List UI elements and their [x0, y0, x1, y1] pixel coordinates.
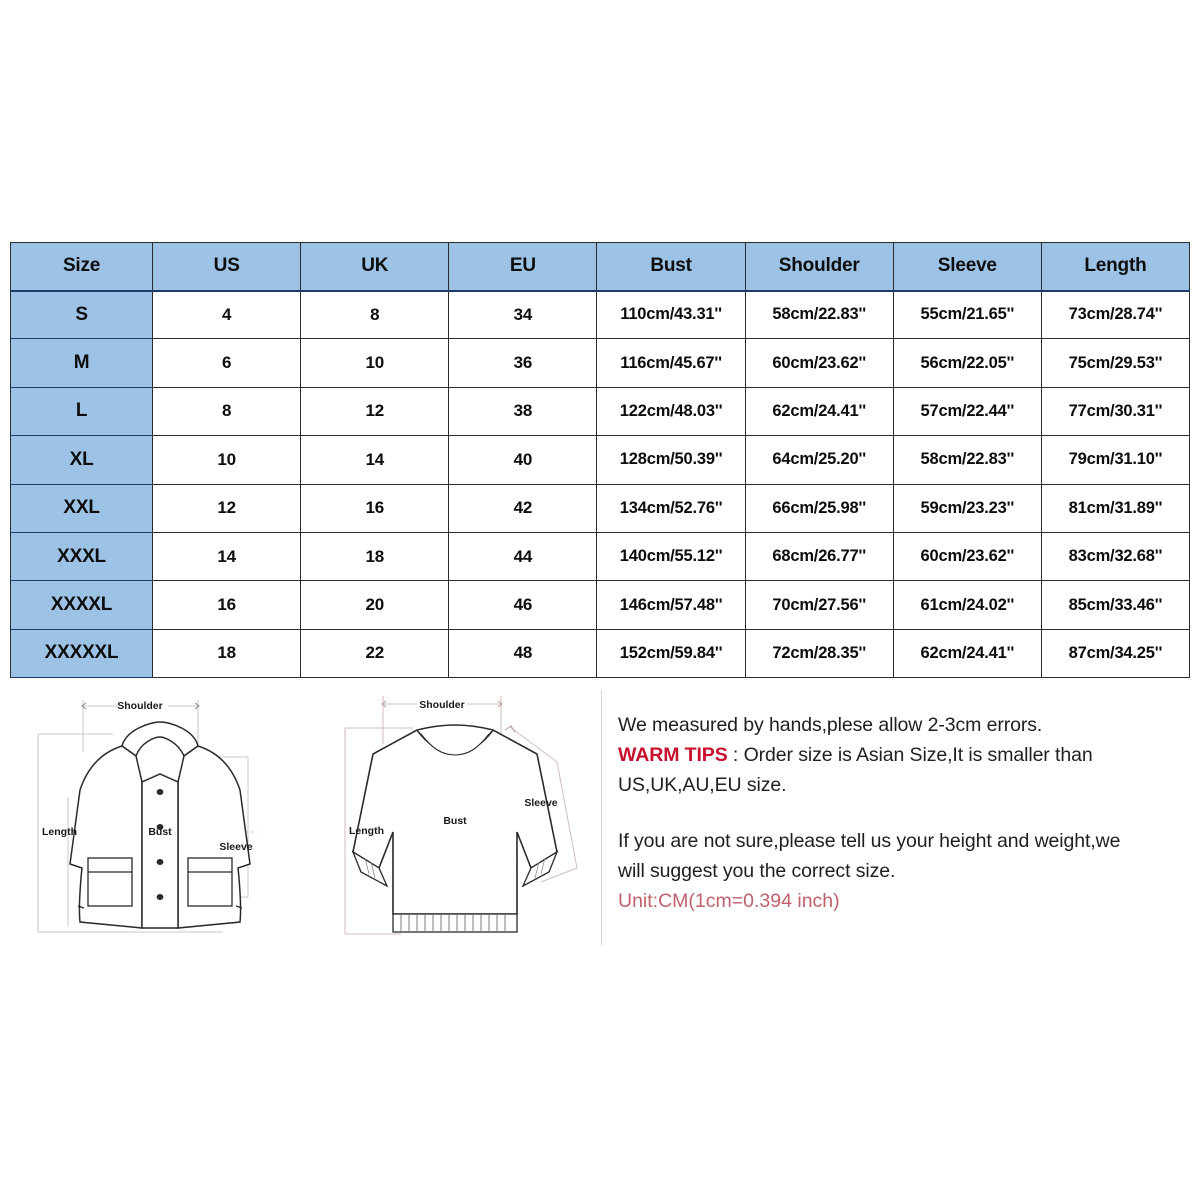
cell-eu: 48: [449, 629, 597, 677]
cell-us: 18: [153, 629, 301, 677]
cell-uk: 12: [301, 387, 449, 435]
warm-tips-text-2: US,UK,AU,EU size.: [618, 774, 787, 796]
cell-shoulder: 64cm/25.20'': [745, 436, 893, 484]
column-header-sleeve: Sleeve: [893, 243, 1041, 291]
column-header-size: Size: [11, 243, 153, 291]
jacket-label-sleeve: Sleeve: [219, 841, 253, 853]
size-chart-table-container: [10, 242, 1190, 678]
cell-length: 87cm/34.25'': [1041, 629, 1189, 677]
cell-length: 81cm/31.89'': [1041, 484, 1189, 532]
measure-note: We measured by hands,plese allow 2-3cm errors.: [618, 714, 1043, 736]
cell-sleeve: 56cm/22.05'': [893, 339, 1041, 387]
cell-us: 4: [153, 291, 301, 339]
unit-conversion-note: Unit:CM(1cm=0.394 inch): [618, 890, 840, 912]
jacket-label-shoulder: Shoulder: [117, 700, 163, 712]
jacket-measurement-diagram: [8, 682, 308, 947]
cell-bust: 146cm/57.48'': [597, 581, 745, 629]
cell-length: 77cm/30.31'': [1041, 387, 1189, 435]
cell-bust: 140cm/55.12'': [597, 532, 745, 580]
cell-sleeve: 60cm/23.62'': [893, 532, 1041, 580]
cell-length: 83cm/32.68'': [1041, 532, 1189, 580]
cell-eu: 40: [449, 436, 597, 484]
table-row: [11, 291, 1190, 339]
cell-size: XXXXL: [11, 581, 153, 629]
cell-size: XXXL: [11, 532, 153, 580]
cell-shoulder: 60cm/23.62'': [745, 339, 893, 387]
table-body: [11, 291, 1190, 678]
cell-us: 12: [153, 484, 301, 532]
cell-eu: 44: [449, 532, 597, 580]
cell-shoulder: 66cm/25.98'': [745, 484, 893, 532]
sweatshirt-label-bust: Bust: [443, 815, 467, 827]
cell-us: 6: [153, 339, 301, 387]
cell-sleeve: 55cm/21.65'': [893, 291, 1041, 339]
cell-sleeve: 61cm/24.02'': [893, 581, 1041, 629]
cell-bust: 110cm/43.31'': [597, 291, 745, 339]
table-row: [11, 387, 1190, 435]
cell-shoulder: 62cm/24.41'': [745, 387, 893, 435]
warm-tips-text: Order size is Asian Size,It is smaller than: [743, 744, 1093, 766]
cell-length: 79cm/31.10'': [1041, 436, 1189, 484]
cell-shoulder: 68cm/26.77'': [745, 532, 893, 580]
column-header-eu: EU: [449, 243, 597, 291]
lower-panel: [0, 682, 1200, 952]
cell-uk: 18: [301, 532, 449, 580]
cell-size: XXL: [11, 484, 153, 532]
cell-eu: 38: [449, 387, 597, 435]
cell-us: 16: [153, 581, 301, 629]
table-header: [11, 243, 1190, 291]
cell-bust: 122cm/48.03'': [597, 387, 745, 435]
table-row: [11, 339, 1190, 387]
cell-uk: 22: [301, 629, 449, 677]
table-row: [11, 532, 1190, 580]
cell-uk: 16: [301, 484, 449, 532]
cell-uk: 10: [301, 339, 449, 387]
sweatshirt-label-sleeve: Sleeve: [524, 797, 558, 809]
sweatshirt-label-shoulder: Shoulder: [419, 699, 465, 711]
cell-bust: 152cm/59.84'': [597, 629, 745, 677]
cell-eu: 46: [449, 581, 597, 629]
cell-bust: 116cm/45.67'': [597, 339, 745, 387]
cell-size: S: [11, 291, 153, 339]
cell-size: XXXXXL: [11, 629, 153, 677]
warm-tips-label: WARM TIPS: [618, 744, 728, 766]
cell-size: XL: [11, 436, 153, 484]
column-header-length: Length: [1041, 243, 1189, 291]
warm-tips-line: [618, 740, 1178, 770]
column-header-shoulder: Shoulder: [745, 243, 893, 291]
not-sure-line-1: If you are not sure,please tell us your height and weight,we: [618, 830, 1121, 852]
table-header-row: [11, 243, 1190, 291]
not-sure-line-2: will suggest you the correct size.: [618, 860, 896, 882]
cell-length: 75cm/29.53'': [1041, 339, 1189, 387]
column-header-us: US: [153, 243, 301, 291]
column-header-uk: UK: [301, 243, 449, 291]
cell-eu: 42: [449, 484, 597, 532]
cell-length: 85cm/33.46'': [1041, 581, 1189, 629]
jacket-label-bust: Bust: [148, 826, 172, 838]
cell-shoulder: 58cm/22.83'': [745, 291, 893, 339]
section-divider: [601, 690, 602, 945]
cell-eu: 34: [449, 291, 597, 339]
size-chart-table: [10, 242, 1190, 678]
sweatshirt-measurement-diagram: [305, 682, 605, 947]
table-row: [11, 581, 1190, 629]
cell-uk: 20: [301, 581, 449, 629]
table-row: [11, 629, 1190, 677]
table-row: [11, 436, 1190, 484]
cell-us: 8: [153, 387, 301, 435]
cell-uk: 14: [301, 436, 449, 484]
sweatshirt-label-length: Length: [349, 825, 384, 837]
cell-length: 73cm/28.74'': [1041, 291, 1189, 339]
column-header-bust: Bust: [597, 243, 745, 291]
cell-shoulder: 70cm/27.56'': [745, 581, 893, 629]
cell-size: L: [11, 387, 153, 435]
table-row: [11, 484, 1190, 532]
cell-us: 10: [153, 436, 301, 484]
cell-sleeve: 57cm/22.44'': [893, 387, 1041, 435]
info-text-block: [618, 710, 1178, 916]
cell-bust: 128cm/50.39'': [597, 436, 745, 484]
cell-sleeve: 59cm/23.23'': [893, 484, 1041, 532]
cell-us: 14: [153, 532, 301, 580]
info-spacer: [618, 800, 1178, 826]
cell-sleeve: 62cm/24.41'': [893, 629, 1041, 677]
jacket-label-length: Length: [42, 826, 77, 838]
cell-uk: 8: [301, 291, 449, 339]
cell-size: M: [11, 339, 153, 387]
warm-tips-separator: :: [727, 744, 744, 766]
cell-shoulder: 72cm/28.35'': [745, 629, 893, 677]
cell-bust: 134cm/52.76'': [597, 484, 745, 532]
cell-eu: 36: [449, 339, 597, 387]
cell-sleeve: 58cm/22.83'': [893, 436, 1041, 484]
